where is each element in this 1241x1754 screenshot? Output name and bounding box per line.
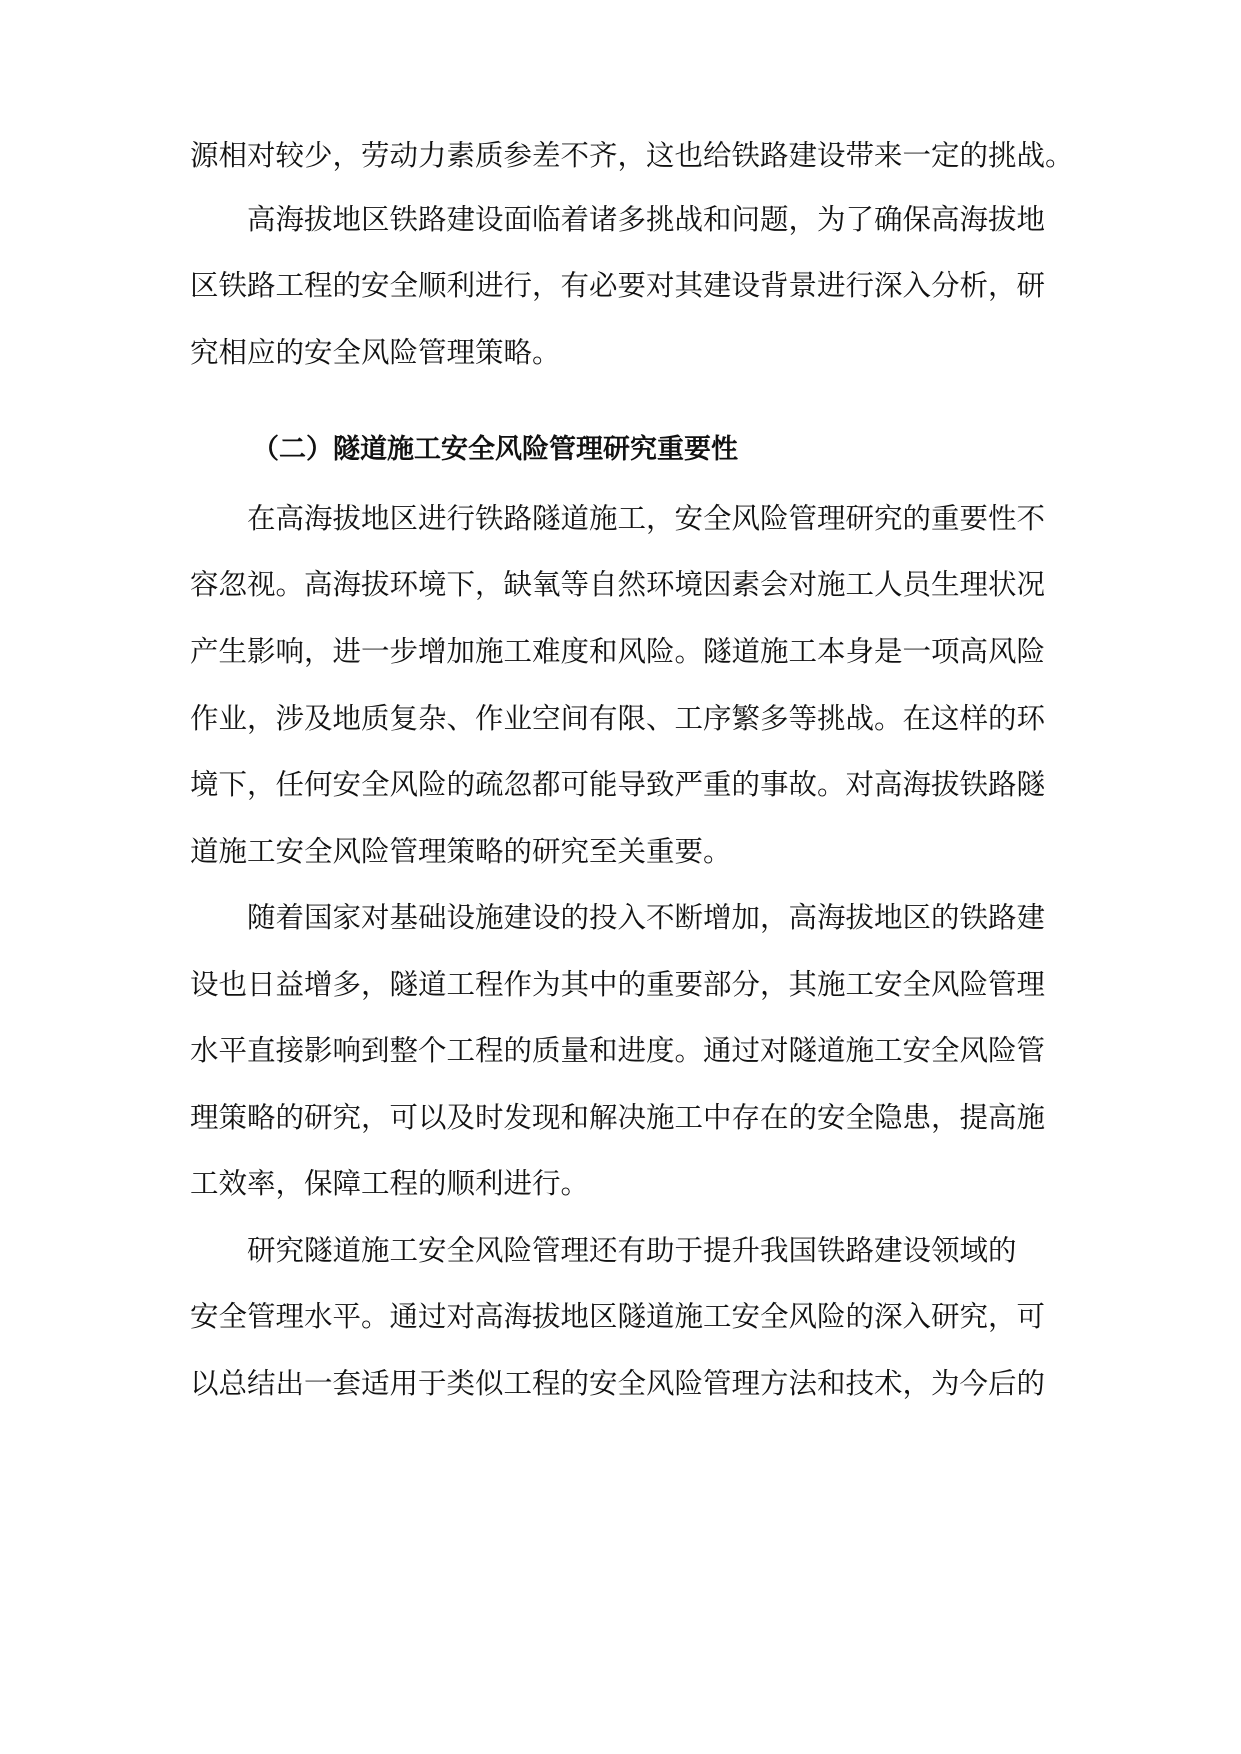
text-line: 在高海拔地区进行铁路隧道施工，安全风险管理研究的重要性不 <box>247 502 1046 535</box>
text-line: 产生影响，进一步增加施工难度和风险。隧道施工本身是一项高风险 <box>190 635 1046 668</box>
text-line: 以总结出一套适用于类似工程的安全风险管理方法和技术，为今后的 <box>190 1367 1046 1400</box>
text-line: 容忽视。高海拔环境下，缺氧等自然环境因素会对施工人员生理状况 <box>190 568 1046 601</box>
text-line: 境下，任何安全风险的疏忽都可能导致严重的事故。对高海拔铁路隧 <box>190 768 1046 801</box>
text-line: 区铁路工程的安全顺利进行，有必要对其建设背景进行深入分析，研 <box>190 269 1046 302</box>
text-line: 作业，涉及地质复杂、作业空间有限、工序繁多等挑战。在这样的环 <box>190 702 1046 735</box>
text-line: 究相应的安全风险管理策略。 <box>190 336 561 369</box>
text-line: 高海拔地区铁路建设面临着诸多挑战和问题，为了确保高海拔地 <box>247 203 1046 236</box>
text-line: 道施工安全风险管理策略的研究至关重要。 <box>190 835 732 868</box>
section-heading: （二）隧道施工安全风险管理研究重要性 <box>252 434 738 465</box>
text-line: 工效率，保障工程的顺利进行。 <box>190 1167 590 1200</box>
text-line: 研究隧道施工安全风险管理还有助于提升我国铁路建设领域的 <box>247 1234 1017 1267</box>
text-line: 源相对较少，劳动力素质参差不齐，这也给铁路建设带来一定的挑战。 <box>190 139 1074 172</box>
text-line: 理策略的研究，可以及时发现和解决施工中存在的安全隐患，提高施 <box>190 1101 1046 1134</box>
text-line: 安全管理水平。通过对高海拔地区隧道施工安全风险的深入研究，可 <box>190 1300 1046 1333</box>
text-line: 水平直接影响到整个工程的质量和进度。通过对隧道施工安全风险管 <box>190 1034 1046 1067</box>
text-line: 随着国家对基础设施建设的投入不断增加，高海拔地区的铁路建 <box>247 901 1046 934</box>
text-line: 设也日益增多，隧道工程作为其中的重要部分，其施工安全风险管理 <box>190 968 1046 1001</box>
